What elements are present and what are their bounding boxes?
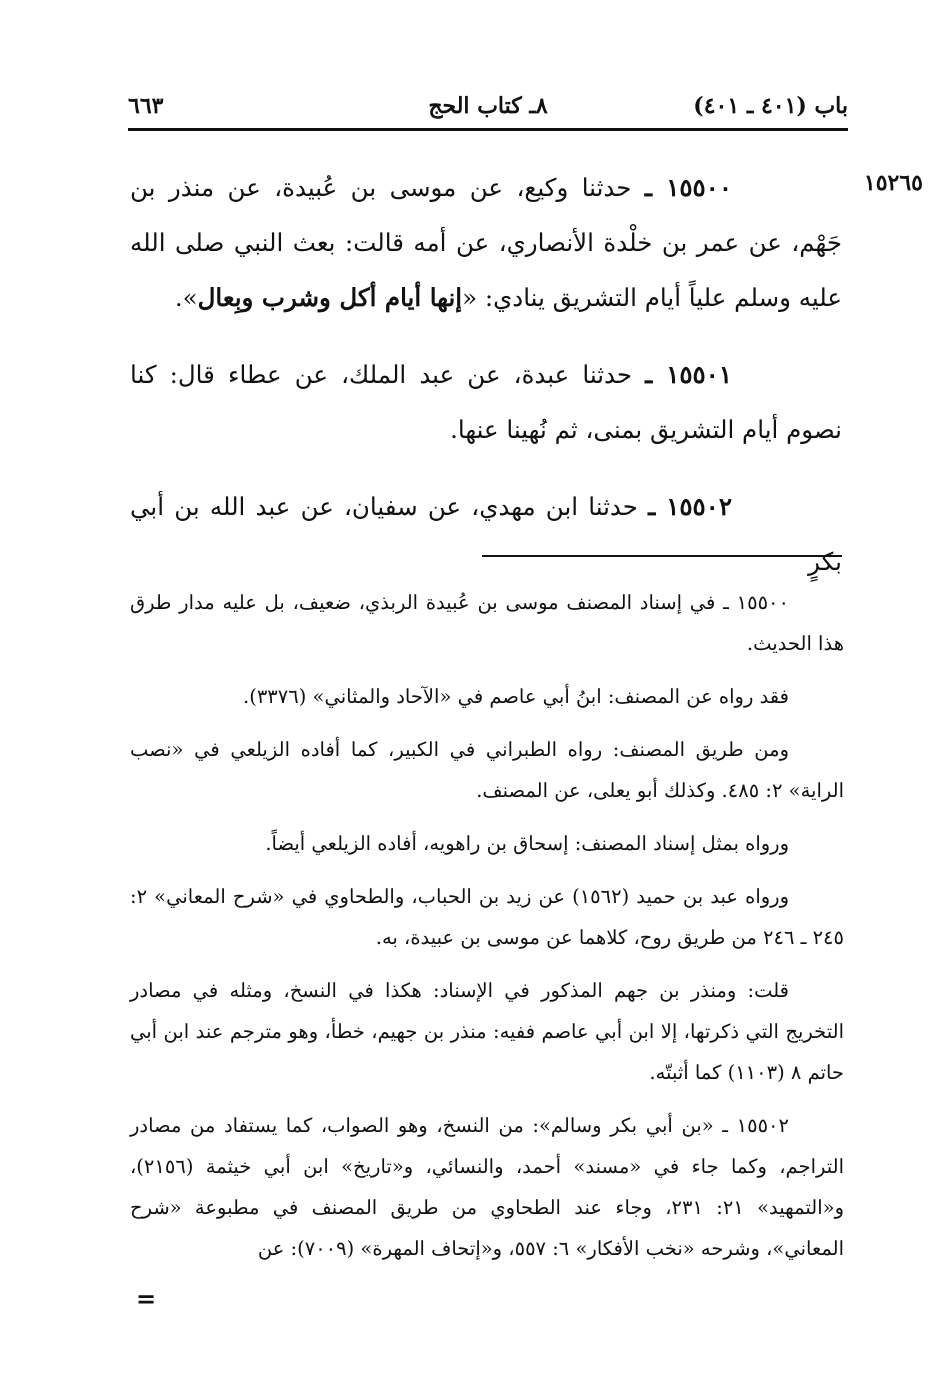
running-header [128,86,848,126]
margin-reference-number: ١٥٢٦٥ [863,170,923,196]
footnote-paragraph: ١٥٥٠٠ ـ في إسناد المصنف موسى بن عُبيدة الربذي، ضعيف، بل عليه مدار طرق هذا الحديث. [130,591,844,655]
page-number: ٦٦٣ [128,93,164,119]
hadith-text: حدثنا ابن مهدي، عن سفيان، عن عبد الله بن أبي بكرٍ [130,492,842,576]
hadith-number: ١٥٥٠٠ ـ [644,173,732,202]
footnote-paragraph: ورواه بمثل إسناد المصنف: إسحاق بن راهويه، أفاده الزيلعي أيضاً. [265,832,789,855]
footnote-paragraph: قلت: ومنذر بن جهم المذكور في الإسناد: هكذا في النسخ، ومثله في مصادر التخريج التي ذكرتها، إلا ابن أبي عاصم ففيه: منذر بن جهيم، خطأ، وهو مترجم عند ابن أبي حاتم ٨ (١١٠٣) كما أثبتّه. [130,979,844,1084]
hadith-emphasis: إنها أيام أكل وشرب وبِعال [197,283,463,312]
continuation-mark: = [136,1284,157,1313]
book-title: ٨ـ كتاب الحج [428,93,548,119]
main-text [130,160,842,576]
hadith-15501 [130,347,842,457]
hadith-text: حدثنا عبدة، عن عبد الملك، عن عطاء قال: كنا نصوم أيام التشريق بمنى، ثم نُهينا عنها. [130,360,842,444]
chapter-reference: باب (٤٠١ ـ ٤٠١) [693,93,848,119]
footnotes [130,582,844,1281]
hadith-text: حدثنا وكيع، عن موسى بن عُبيدة، عن منذر بن جَهْم، عن عمر بن خلْدة الأنصاري، عن أمه قالت: بعث النبي صلى الله عليه وسلم علياً أيام التشريق ينادي: « [130,173,842,312]
hadith-number: ١٥٥٠٢ ـ [648,492,732,521]
footnote-paragraph: فقد رواه عن المصنف: ابنُ أبي عاصم في «الآحاد والمثاني» (٣٣٧٦). [243,685,789,708]
hadith-15500 [130,160,842,325]
footnote-paragraph: ومن طريق المصنف: رواه الطبراني في الكبير، كما أفاده الزيلعي في «نصب الراية» ٢: ٤٨٥. وكذلك أبو يعلى، عن المصنف. [130,738,844,802]
hadith-number: ١٥٥٠١ ـ [645,360,732,389]
header-rule [128,128,848,131]
hadith-tail: ». [174,283,198,312]
footnote-separator [482,555,842,557]
hadith-15502 [130,479,842,576]
footnote-paragraph: ١٥٥٠٢ ـ «بن أبي بكر وسالم»: من النسخ، وهو الصواب، كما يستفاد من مصادر التراجم، وكما جاء في «مسند» أحمد، والنسائي، و«تاريخ» ابن أبي خيثمة (٢١٥٦)، و«التمهيد» ٢١: ٢٣١، وجاء عند الطحاوي من طريق المصنف في مطبوعة «شرح المعاني»، وشرحه «نخب الأفكار» ٦: ٥٥٧، و«إتحاف المهرة» (٧٠٠٩): عن [130,1114,844,1260]
footnote-paragraph: ورواه عبد بن حميد (١٥٦٢) عن زيد بن الحباب، والطحاوي في «شرح المعاني» ٢: ٢٤٥ ـ ٢٤٦ من طريق روح، كلاهما عن موسى بن عبيدة، به. [130,885,844,949]
